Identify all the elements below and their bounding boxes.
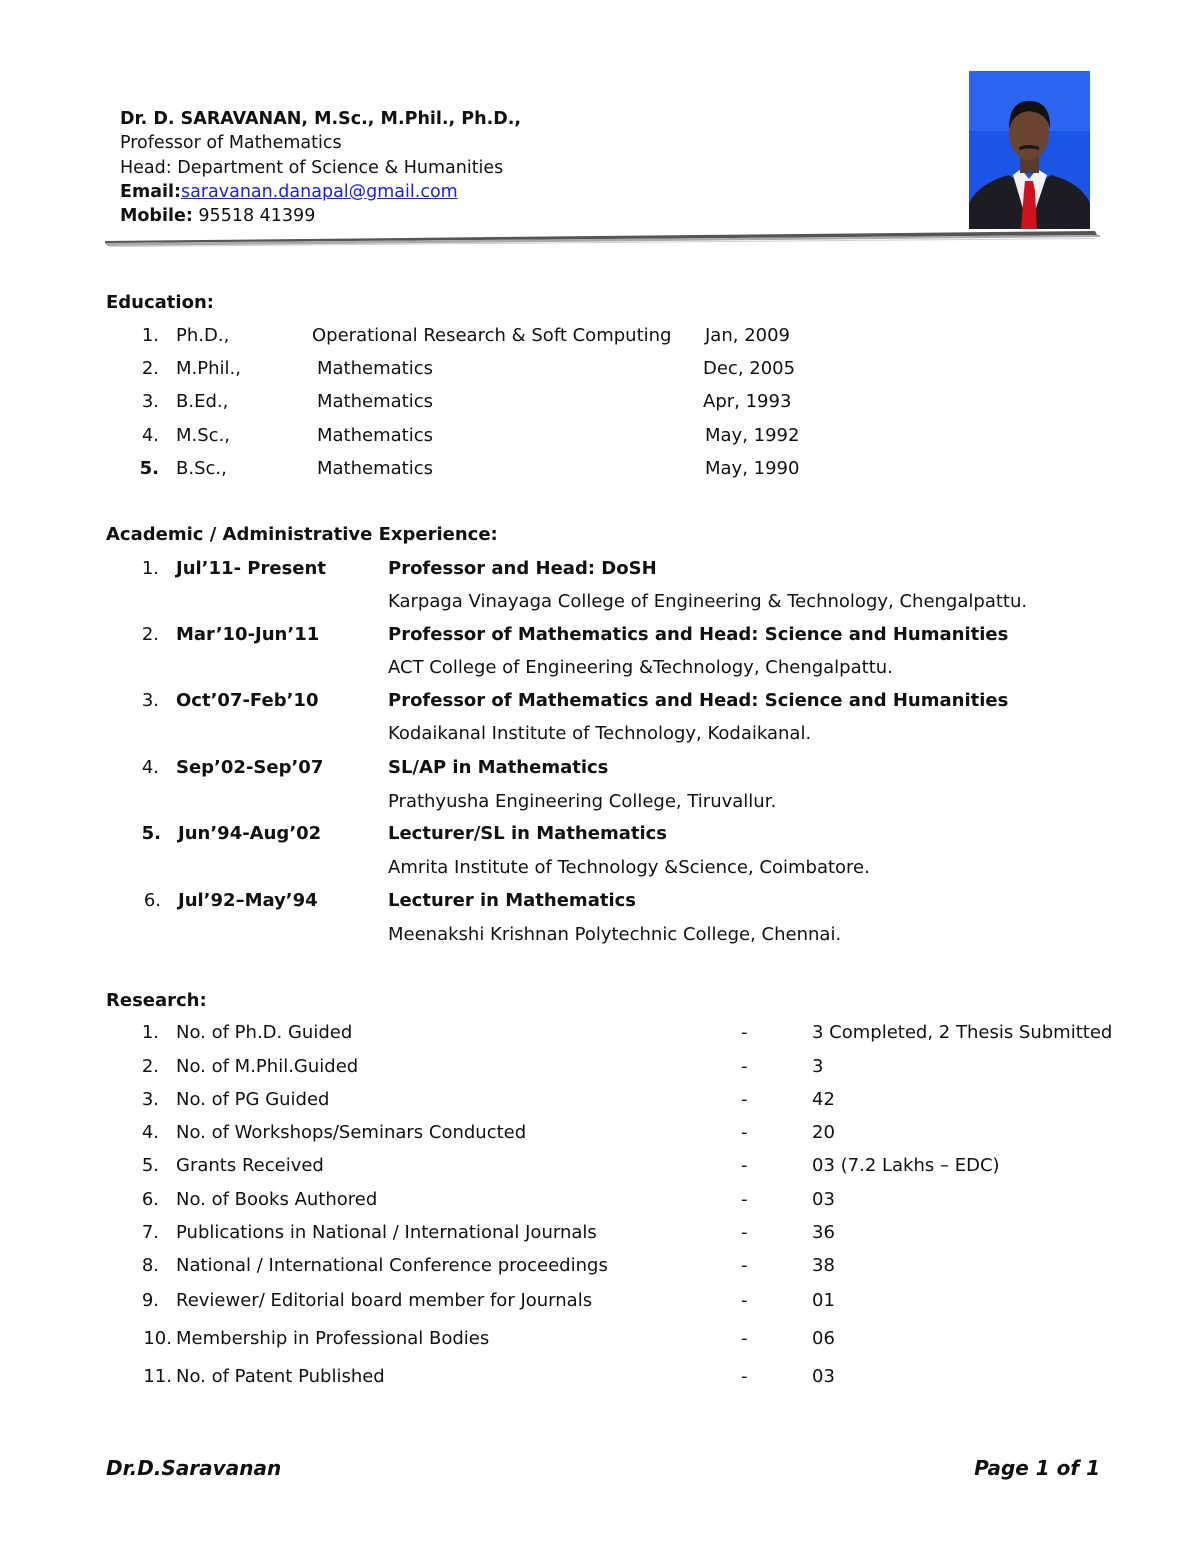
research-dash: - (741, 1189, 748, 1210)
experience-num: 1. (141, 558, 159, 579)
research-value: 3 Completed, 2 Thesis Submitted (812, 1022, 1113, 1043)
research-num: 6. (141, 1189, 159, 1210)
experience-org: ACT College of Engineering &Technology, Chengalpattu. (388, 657, 893, 678)
research-row (0, 1155, 1200, 1185)
research-row (0, 1222, 1200, 1252)
research-label: No. of Workshops/Seminars Conducted (176, 1122, 527, 1143)
experience-row (0, 890, 1200, 920)
research-value: 38 (812, 1255, 835, 1276)
research-dash: - (741, 1122, 748, 1143)
research-row (0, 1328, 1200, 1358)
experience-org-row (0, 791, 1200, 821)
research-num: 1. (141, 1022, 159, 1043)
research-value: 01 (812, 1290, 835, 1311)
research-value: 42 (812, 1089, 835, 1110)
research-value: 36 (812, 1222, 835, 1243)
experience-period: Oct’07-Feb’10 (176, 690, 319, 711)
education-degree: M.Sc., (176, 425, 231, 446)
research-value: 03 (812, 1366, 835, 1387)
research-dash: - (741, 1290, 748, 1311)
research-dash: - (741, 1155, 748, 1176)
experience-org: Karpaga Vinayaga College of Engineering & Technology, Chengalpattu. (388, 591, 1028, 612)
research-label: No. of Books Authored (176, 1189, 378, 1210)
research-num: 8. (141, 1255, 159, 1276)
education-subject: Mathematics (317, 458, 433, 479)
education-row (0, 358, 1200, 388)
education-num: 2. (141, 358, 159, 379)
experience-org-row (0, 857, 1200, 887)
experience-role: Professor and Head: DoSH (388, 558, 657, 579)
research-dash: - (741, 1089, 748, 1110)
education-date: May, 1990 (705, 458, 800, 479)
education-num: 1. (141, 325, 159, 346)
experience-role: Lecturer/SL in Mathematics (388, 823, 667, 844)
experience-num: 4. (141, 757, 159, 778)
research-dash: - (741, 1255, 748, 1276)
research-row (0, 1089, 1200, 1119)
education-degree: Ph.D., (176, 325, 230, 346)
research-num: 5. (141, 1155, 159, 1176)
research-label: No. of Ph.D. Guided (176, 1022, 353, 1043)
experience-num: 5. (141, 823, 161, 844)
experience-row (0, 624, 1200, 654)
research-dash: - (741, 1056, 748, 1077)
research-num: 4. (141, 1122, 159, 1143)
research-label: No. of PG Guided (176, 1089, 330, 1110)
research-row (0, 1290, 1200, 1320)
research-row (0, 1255, 1200, 1285)
experience-org: Meenakshi Krishnan Polytechnic College, Chennai. (388, 924, 842, 945)
education-subject: Mathematics (317, 425, 433, 446)
profile-photo (969, 71, 1090, 229)
education-date: Jan, 2009 (705, 325, 790, 346)
mobile-label: Mobile: (120, 206, 193, 226)
experience-row (0, 558, 1200, 588)
experience-period: Mar’10-Jun’11 (176, 624, 320, 645)
email-label: Email: (120, 182, 181, 202)
research-label: Publications in National / International Journals (176, 1222, 597, 1243)
research-label: No. of Patent Published (176, 1366, 385, 1387)
experience-role: SL/AP in Mathematics (388, 757, 609, 778)
research-value: 03 (812, 1189, 835, 1210)
experience-org: Amrita Institute of Technology &Science, Coimbatore. (388, 857, 870, 878)
research-label: Reviewer/ Editorial board member for Journals (176, 1290, 593, 1311)
research-dash: - (741, 1328, 748, 1349)
research-num: 7. (141, 1222, 159, 1243)
experience-org: Kodaikanal Institute of Technology, Kodaikanal. (388, 723, 812, 744)
research-label: National / International Conference proceedings (176, 1255, 608, 1276)
experience-org-row (0, 591, 1200, 621)
experience-num: 3. (141, 690, 159, 711)
research-dash: - (741, 1366, 748, 1387)
education-degree: B.Ed., (176, 391, 229, 412)
research-num: 11. (143, 1366, 172, 1387)
education-num: 5. (139, 458, 159, 479)
experience-row (0, 690, 1200, 720)
research-row (0, 1122, 1200, 1152)
research-value: 20 (812, 1122, 835, 1143)
education-subject: Mathematics (317, 391, 433, 412)
name-heading: Dr. D. SARAVANAN, M.Sc., M.Phil., Ph.D., (120, 109, 522, 129)
education-subject: Mathematics (317, 358, 433, 379)
education-row (0, 325, 1200, 355)
research-row (0, 1366, 1200, 1396)
education-num: 4. (141, 425, 159, 446)
header-divider (105, 225, 1100, 251)
experience-heading: Academic / Administrative Experience: (106, 524, 498, 545)
research-num: 2. (141, 1056, 159, 1077)
experience-num: 6. (143, 890, 161, 911)
research-row (0, 1056, 1200, 1086)
experience-row (0, 757, 1200, 787)
research-label: Grants Received (176, 1155, 324, 1176)
education-heading: Education: (106, 292, 214, 313)
experience-row (0, 823, 1200, 853)
education-subject: Operational Research & Soft Computing (312, 325, 672, 346)
experience-num: 2. (141, 624, 159, 645)
research-heading: Research: (106, 990, 207, 1011)
email-line (120, 180, 458, 204)
education-date: Dec, 2005 (703, 358, 796, 379)
footer-author: Dr.D.Saravanan (106, 1456, 282, 1480)
experience-org-row (0, 657, 1200, 687)
experience-role: Professor of Mathematics and Head: Science and Humanities (388, 690, 1009, 711)
education-date: May, 1992 (705, 425, 800, 446)
job-title: Professor of Mathematics (120, 133, 342, 153)
research-dash: - (741, 1222, 748, 1243)
research-num: 3. (141, 1089, 159, 1110)
education-num: 3. (141, 391, 159, 412)
experience-period: Jun’94-Aug’02 (178, 823, 322, 844)
research-num: 9. (141, 1290, 159, 1311)
education-degree: M.Phil., (176, 358, 241, 379)
education-row (0, 458, 1200, 488)
research-num: 10. (143, 1328, 172, 1349)
research-row (0, 1189, 1200, 1219)
experience-period: Jul’92–May’94 (178, 890, 318, 911)
education-date: Apr, 1993 (703, 391, 792, 412)
research-dash: - (741, 1022, 748, 1043)
email-link[interactable]: saravanan.danapal@gmail.com (181, 182, 458, 202)
experience-org-row (0, 723, 1200, 753)
experience-org: Prathyusha Engineering College, Tiruvallur. (388, 791, 777, 812)
experience-period: Jul’11- Present (176, 558, 326, 579)
experience-role: Professor of Mathematics and Head: Science and Humanities (388, 624, 1009, 645)
mobile-number: 95518 41399 (198, 206, 316, 226)
experience-org-row (0, 924, 1200, 954)
research-label: Membership in Professional Bodies (176, 1328, 490, 1349)
research-value: 06 (812, 1328, 835, 1349)
experience-period: Sep’02-Sep’07 (176, 757, 324, 778)
education-degree: B.Sc., (176, 458, 227, 479)
research-row (0, 1022, 1200, 1052)
research-label: No. of M.Phil.Guided (176, 1056, 359, 1077)
department: Head: Department of Science & Humanities (120, 158, 504, 178)
education-row (0, 391, 1200, 421)
research-value: 3 (812, 1056, 824, 1077)
experience-role: Lecturer in Mathematics (388, 890, 636, 911)
research-value: 03 (7.2 Lakhs – EDC) (812, 1155, 1000, 1176)
footer-page-number: Page 1 of 1 (974, 1456, 1100, 1480)
education-row (0, 425, 1200, 455)
